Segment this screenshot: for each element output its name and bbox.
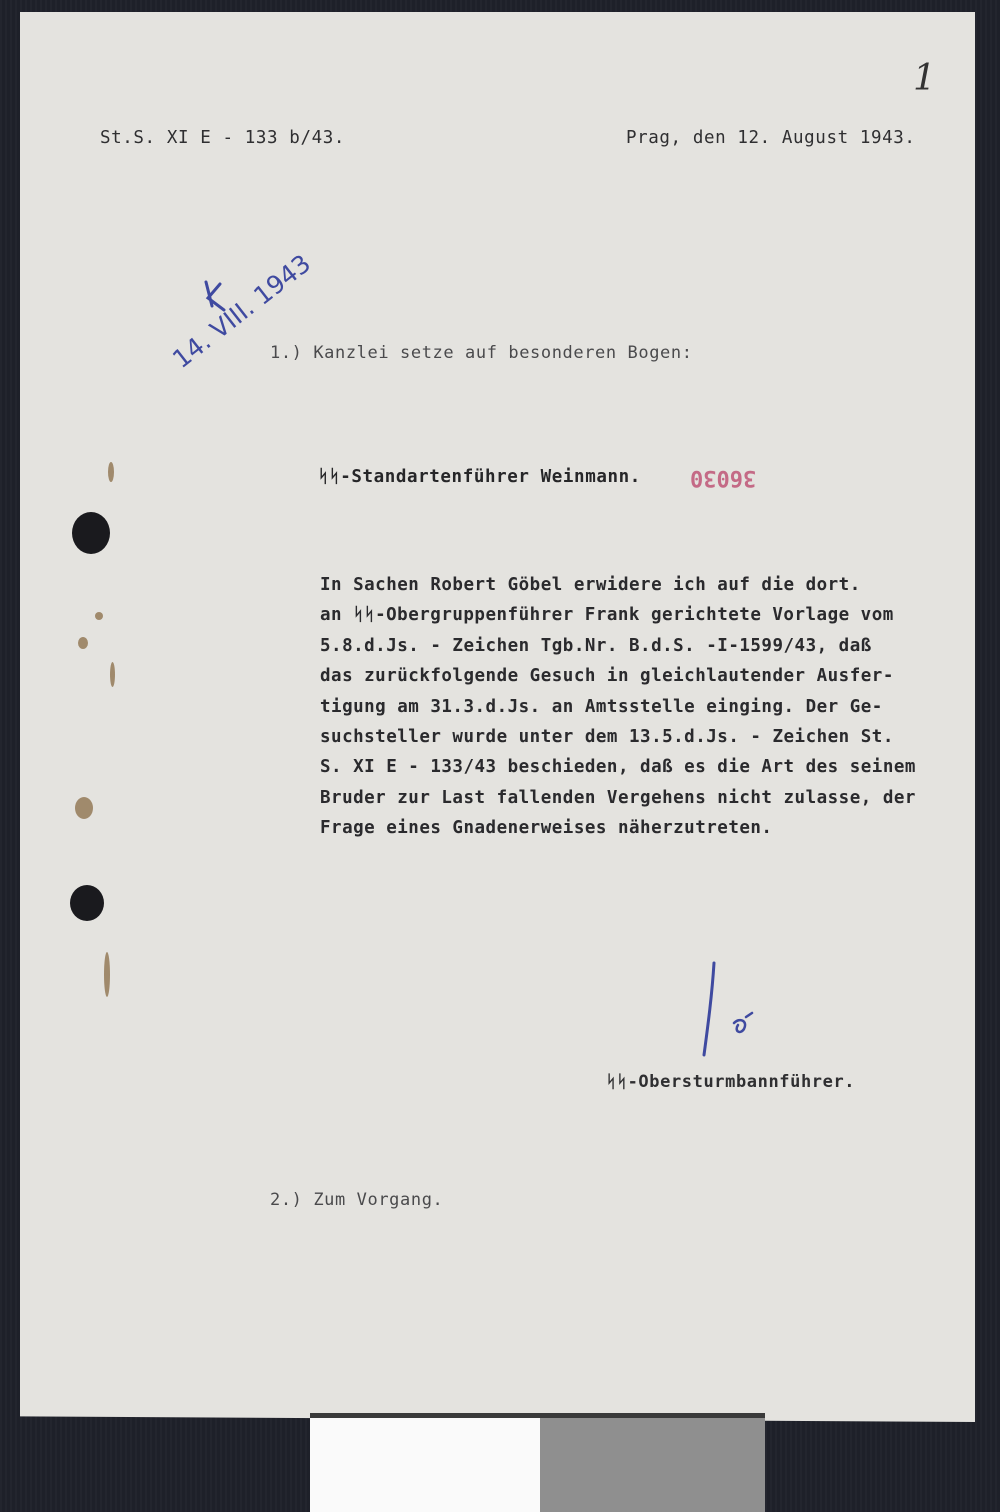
body-line: tigung am 31.3.d.Js. an Amtsstelle einging. Der Ge- bbox=[320, 696, 883, 717]
signature-title: ᛋᛋ-Obersturmbannführer. bbox=[606, 1072, 856, 1092]
item-1: 1.) Kanzlei setze auf besonderen Bogen: bbox=[270, 343, 693, 363]
archive-label-grey bbox=[540, 1418, 765, 1512]
body-line: suchsteller wurde unter dem 13.5.d.Js. - Zeichen St. bbox=[320, 726, 894, 747]
rust-mark bbox=[75, 797, 93, 819]
place-date: Prag, den 12. August 1943. bbox=[626, 128, 916, 148]
body-line: 5.8.d.Js. - Zeichen Tgb.Nr. B.d.S. -I-1599/43, daß bbox=[320, 635, 872, 656]
item-2: 2.) Zum Vorgang. bbox=[270, 1190, 444, 1210]
rust-mark bbox=[78, 637, 88, 649]
page-number: 1 bbox=[913, 58, 936, 99]
body-line: das zurückfolgende Gesuch in gleichlautender Ausfer- bbox=[320, 666, 894, 687]
rust-mark bbox=[104, 952, 110, 997]
body-line: In Sachen Robert Göbel erwidere ich auf die dort. bbox=[320, 575, 861, 595]
rust-mark bbox=[95, 612, 103, 620]
handwritten-signature bbox=[690, 955, 770, 1065]
handwritten-initial-mark bbox=[198, 280, 238, 320]
rust-mark bbox=[108, 462, 114, 482]
punch-hole-top bbox=[72, 512, 110, 554]
reference-number: St.S. XI E - 133 b/43. bbox=[100, 128, 345, 148]
body-line: S. XI E - 133/43 beschieden, daß es die Art des seinem bbox=[320, 757, 916, 778]
punch-hole-bottom bbox=[70, 885, 104, 921]
rust-mark bbox=[110, 662, 115, 687]
received-date-stamp: 14. VIII. 1943 bbox=[167, 248, 317, 374]
body-line: Bruder zur Last fallenden Vergehens nicht zulasse, der bbox=[320, 787, 916, 808]
recipient: ᛋᛋ-Standartenführer Weinmann. bbox=[318, 467, 641, 487]
red-registry-number: 36030 bbox=[690, 465, 757, 490]
letter-body bbox=[320, 570, 916, 844]
body-line: Frage eines Gnadenerweises näherzutreten. bbox=[320, 818, 773, 839]
archive-label-white bbox=[310, 1418, 540, 1512]
body-line: an ᛋᛋ-Obergruppenführer Frank gerichtete Vorlage vom bbox=[320, 605, 894, 626]
